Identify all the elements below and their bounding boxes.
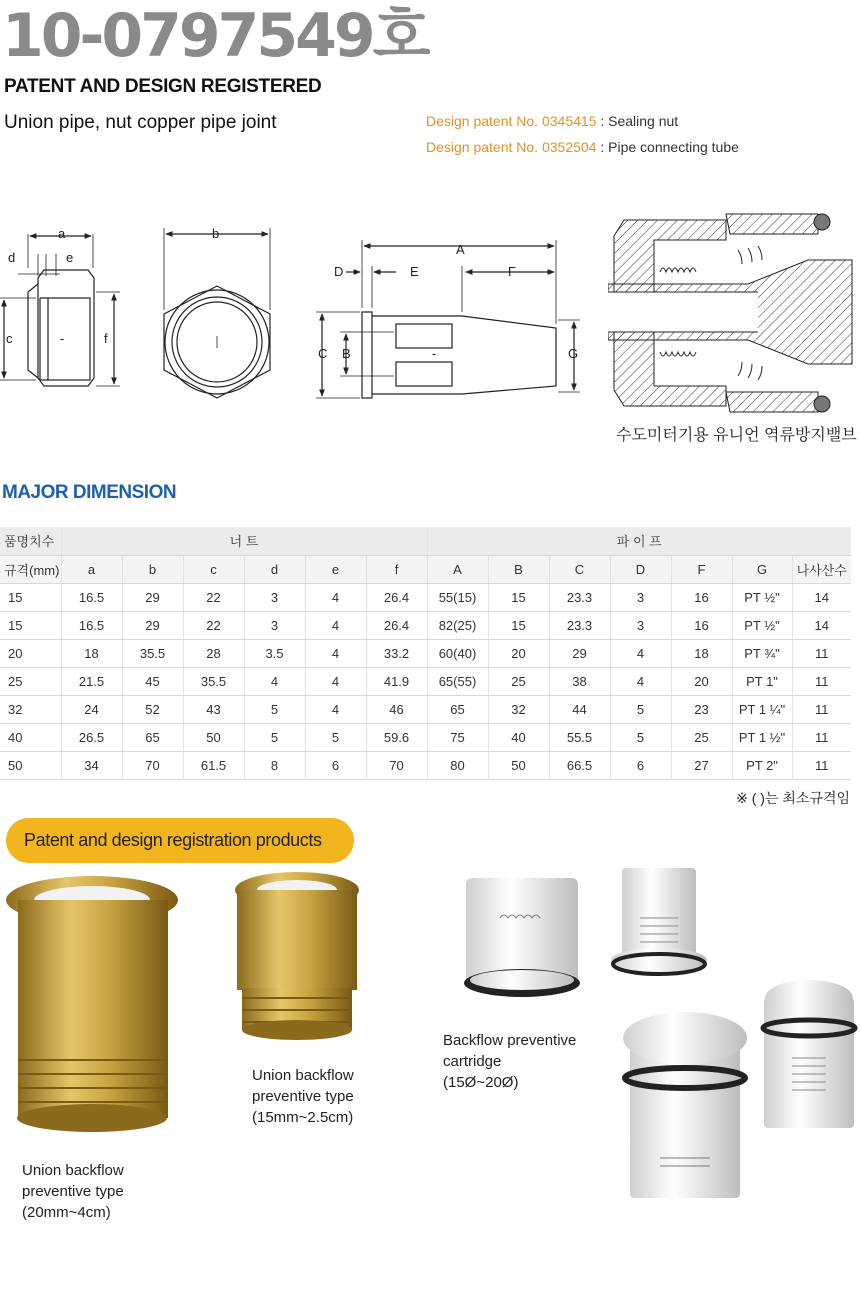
table-cell: 26.5: [61, 723, 122, 751]
table-cell: 70: [366, 751, 427, 779]
table-cell: 61.5: [183, 751, 244, 779]
table-cell: PT 1 ¼": [732, 695, 792, 723]
dim-label-G: G: [568, 346, 579, 361]
product-spec: (15Ø~20Ø): [443, 1074, 519, 1091]
cartridge-spring-photo: [763, 980, 855, 1128]
table-cell: 26.4: [366, 611, 427, 639]
dim-label-A: A: [456, 242, 465, 257]
table-cell: 40: [488, 723, 549, 751]
dimension-table: [0, 527, 851, 780]
table-cell: 32: [0, 695, 61, 723]
table-cell: 4: [305, 639, 366, 667]
table-cell: 11: [792, 751, 851, 779]
table-cell: 25: [488, 667, 549, 695]
table-cell: 40: [0, 723, 61, 751]
table-cell: 55(15): [427, 583, 488, 611]
table-cell: 15: [488, 611, 549, 639]
patent-line-1: [426, 113, 678, 129]
column-header-cell: a: [61, 555, 122, 583]
table-cell: 60(40): [427, 639, 488, 667]
table-cell: 25: [0, 667, 61, 695]
table-cell: 5: [610, 695, 671, 723]
column-header-cell: B: [488, 555, 549, 583]
table-cell: 23.3: [549, 611, 610, 639]
table-cell: 5: [244, 723, 305, 751]
table-cell: 4: [244, 667, 305, 695]
product-spec: (20mm~4cm): [22, 1204, 111, 1221]
table-cell: 46: [366, 695, 427, 723]
table-cell: 11: [792, 639, 851, 667]
table-row: [0, 667, 851, 695]
table-cell: 6: [610, 751, 671, 779]
dim-label-f: f: [104, 331, 108, 346]
cartridge-small-photo: [611, 868, 707, 974]
table-cell: 66.5: [549, 751, 610, 779]
table-cell: 18: [671, 639, 732, 667]
column-header-cell: C: [549, 555, 610, 583]
table-cell: 5: [610, 723, 671, 751]
cartridge-side-photo: [623, 1012, 747, 1198]
pipe-group-header: 파 이 프: [427, 527, 851, 555]
nut-group-header: 너 트: [61, 527, 427, 555]
table-cell: PT 1": [732, 667, 792, 695]
table-cell: 20: [671, 667, 732, 695]
table-cell: 4: [305, 667, 366, 695]
table-cell: 55.5: [549, 723, 610, 751]
table-row: [0, 611, 851, 639]
table-cell: 4: [305, 695, 366, 723]
patent-number: Design patent No. 0352504: [426, 139, 597, 155]
table-cell: 3: [244, 611, 305, 639]
table-cell: 3: [610, 583, 671, 611]
column-header-cell: D: [610, 555, 671, 583]
table-cell: 50: [488, 751, 549, 779]
table-cell: 28: [183, 639, 244, 667]
table-cell: 32: [488, 695, 549, 723]
table-cell: 65(55): [427, 667, 488, 695]
product-title: Union pipe, nut copper pipe joint: [4, 112, 277, 133]
dim-label-E: E: [410, 264, 419, 279]
table-cell: 29: [122, 611, 183, 639]
svg-text:-: -: [432, 346, 437, 361]
table-cell: 20: [0, 639, 61, 667]
table-cell: 33.2: [366, 639, 427, 667]
table-cell: 25: [671, 723, 732, 751]
table-cell: 43: [183, 695, 244, 723]
table-cell: 16: [671, 611, 732, 639]
table-cell: 50: [183, 723, 244, 751]
table-cell: 70: [122, 751, 183, 779]
table-cell: 4: [305, 611, 366, 639]
table-cell: 27: [671, 751, 732, 779]
table-cell: 5: [244, 695, 305, 723]
major-dimension-title: MAJOR DIMENSION: [2, 482, 177, 503]
column-header-cell: A: [427, 555, 488, 583]
table-cell: 75: [427, 723, 488, 751]
table-cell: 52: [122, 695, 183, 723]
table-cell: PT ½": [732, 611, 792, 639]
table-cell: 45: [122, 667, 183, 695]
column-header-cell: e: [305, 555, 366, 583]
table-row: [0, 639, 851, 667]
table-note: ※ ( )는 최소규격임: [736, 790, 850, 806]
pipe-side-view: [316, 240, 580, 398]
table-cell: 23: [671, 695, 732, 723]
table-cell: 35.5: [122, 639, 183, 667]
patent-line-2: [426, 139, 739, 155]
table-cell: 23.3: [549, 583, 610, 611]
product-photos: [0, 868, 860, 1208]
registered-heading: PATENT AND DESIGN REGISTERED: [4, 76, 322, 97]
column-header-cell: F: [671, 555, 732, 583]
table-cell: PT 1 ½": [732, 723, 792, 751]
union-backflow-small-photo: [235, 872, 359, 1040]
table-cell: 14: [792, 611, 851, 639]
product-spec: (15mm~2.5cm): [252, 1109, 354, 1126]
table-cell: PT 2": [732, 751, 792, 779]
table-cell: 35.5: [183, 667, 244, 695]
column-header-cell: c: [183, 555, 244, 583]
table-group-header: [0, 527, 851, 555]
table-cell: 41.9: [366, 667, 427, 695]
table-cell: 38: [549, 667, 610, 695]
cross-section-caption: 수도미터기용 유니언 역류방지밸브: [616, 427, 857, 444]
table-cell: 4: [610, 667, 671, 695]
table-cell: 59.6: [366, 723, 427, 751]
registration-number: 10-0797549호: [2, 1, 428, 71]
table-cell: 24: [61, 695, 122, 723]
patent-sep: :: [596, 139, 609, 155]
table-cell: 50: [0, 751, 61, 779]
patent-sep: :: [596, 113, 609, 129]
table-cell: 18: [61, 639, 122, 667]
column-header-cell: 규격(mm): [0, 555, 61, 583]
table-cell: 8: [244, 751, 305, 779]
table-cell: 34: [61, 751, 122, 779]
table-cell: 4: [305, 583, 366, 611]
nut-side-view: [0, 234, 120, 386]
svg-text:-: -: [60, 331, 65, 346]
table-row: [0, 583, 851, 611]
table-cell: 11: [792, 723, 851, 751]
table-cell: 15: [488, 583, 549, 611]
table-cell: 20: [488, 639, 549, 667]
table-cell: 16: [671, 583, 732, 611]
table-cell: 5: [305, 723, 366, 751]
patent-desc: Pipe connecting tube: [608, 139, 739, 155]
table-cell: 11: [792, 695, 851, 723]
dim-label-d: d: [8, 250, 16, 265]
product-name: Union backflow preventive type: [252, 1067, 354, 1105]
product-name: Backflow preventive cartridge: [443, 1032, 577, 1070]
table-cell: 65: [122, 723, 183, 751]
product-name: Union backflow preventive type: [22, 1162, 124, 1200]
column-header-cell: G: [732, 555, 792, 583]
patent-number: Design patent No. 0345415: [426, 113, 597, 129]
table-cell: 16.5: [61, 611, 122, 639]
table-cell: 82(25): [427, 611, 488, 639]
table-cell: 16.5: [61, 583, 122, 611]
table-cell: PT ½": [732, 583, 792, 611]
table-cell: 44: [549, 695, 610, 723]
table-cell: 22: [183, 583, 244, 611]
cartridge-large-photo: [464, 878, 580, 997]
table-cell: 6: [305, 751, 366, 779]
dim-label-c: c: [6, 331, 13, 346]
product-caption-large: [22, 1160, 182, 1223]
table-cell: 11: [792, 667, 851, 695]
products-banner: Patent and design registration products: [6, 818, 354, 863]
table-cell: PT ¾": [732, 639, 792, 667]
table-cell: 15: [0, 611, 61, 639]
dim-label-B: B: [342, 346, 351, 361]
patent-desc: Sealing nut: [608, 113, 679, 129]
table-cell: 15: [0, 583, 61, 611]
table-cell: 29: [122, 583, 183, 611]
cross-section-drawing: [608, 210, 854, 416]
dim-label-D: D: [334, 264, 344, 279]
table-cell: 22: [183, 611, 244, 639]
dim-label-e: e: [66, 250, 74, 265]
dim-label-b: b: [212, 226, 220, 241]
table-header-cell: 품명치수: [0, 527, 61, 555]
nut-hex-view: [164, 228, 270, 398]
table-cell: 3: [610, 611, 671, 639]
dim-label-F: F: [508, 264, 516, 279]
table-cell: 3.5: [244, 639, 305, 667]
dim-label-a: a: [58, 226, 66, 241]
table-cell: 21.5: [61, 667, 122, 695]
table-cell: 14: [792, 583, 851, 611]
product-caption-cartridge: [443, 1030, 603, 1093]
union-backflow-large-photo: [6, 876, 178, 1132]
table-cell: 65: [427, 695, 488, 723]
column-header-cell: d: [244, 555, 305, 583]
dim-label-C: C: [318, 346, 328, 361]
table-cell: 26.4: [366, 583, 427, 611]
column-header-cell: 나사산수: [792, 555, 851, 583]
table-row: [0, 723, 851, 751]
table-cell: 3: [244, 583, 305, 611]
product-caption-small: [252, 1065, 382, 1128]
column-header-cell: b: [122, 555, 183, 583]
column-header-cell: f: [366, 555, 427, 583]
technical-drawings: [0, 210, 600, 430]
table-cell: 80: [427, 751, 488, 779]
table-column-header: [0, 555, 851, 583]
table-cell: 4: [610, 639, 671, 667]
table-row: [0, 751, 851, 779]
table-cell: 29: [549, 639, 610, 667]
table-row: [0, 695, 851, 723]
